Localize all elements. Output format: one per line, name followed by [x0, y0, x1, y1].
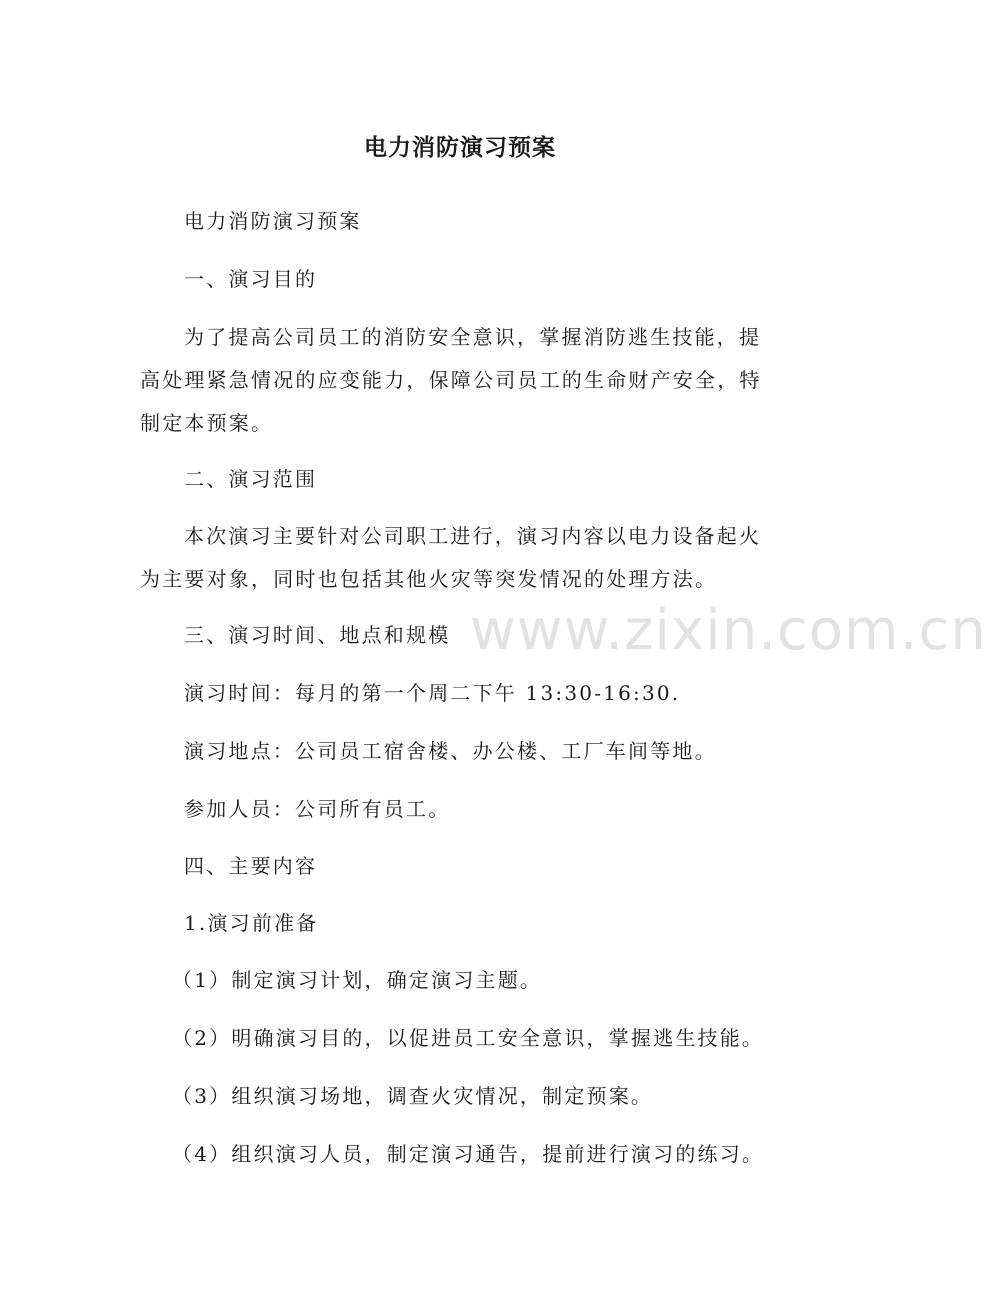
paragraph-purpose: 为了提高公司员工的消防安全意识，掌握消防逃生技能，提高处理紧急情况的应变能力，保障公司员工的生命财产安全，特制定本预案。 — [140, 325, 762, 435]
paragraph-location: 演习地点：公司员工宿舍楼、办公楼、工厂车间等地。 — [184, 739, 717, 763]
section-heading-time-place: 三、演习时间、地点和规模 — [184, 623, 451, 647]
list-item-4: （4）组织演习人员，制定演习通告，提前进行演习的练习。 — [172, 1142, 765, 1166]
list-item-1: （1）制定演习计划，确定演习主题。 — [172, 968, 543, 992]
subheading-preparation: 1.演习前准备 — [184, 911, 319, 935]
paragraph-participants: 参加人员：公司所有员工。 — [184, 797, 451, 821]
document-title: 电力消防演习预案 — [364, 135, 556, 161]
list-item-3: （3）组织演习场地，调查火灾情况，制定预案。 — [172, 1084, 654, 1108]
paragraph-time: 演习时间：每月的第一个周二下午 13:30-16:30. — [184, 681, 681, 705]
doc-subtitle: 电力消防演习预案 — [184, 209, 362, 233]
section-heading-purpose: 一、演习目的 — [184, 267, 318, 291]
paragraph-scope: 本次演习主要针对公司职工进行，演习内容以电力设备起火为主要对象，同时也包括其他火灾等突发情况的处理方法。 — [140, 524, 762, 591]
list-item-2: （2）明确演习目的，以促进员工安全意识，掌握逃生技能。 — [172, 1026, 765, 1050]
section-heading-scope: 二、演习范围 — [184, 467, 318, 491]
watermark: www.zixin.com.cn — [470, 598, 987, 663]
section-heading-content: 四、主要内容 — [184, 854, 318, 878]
